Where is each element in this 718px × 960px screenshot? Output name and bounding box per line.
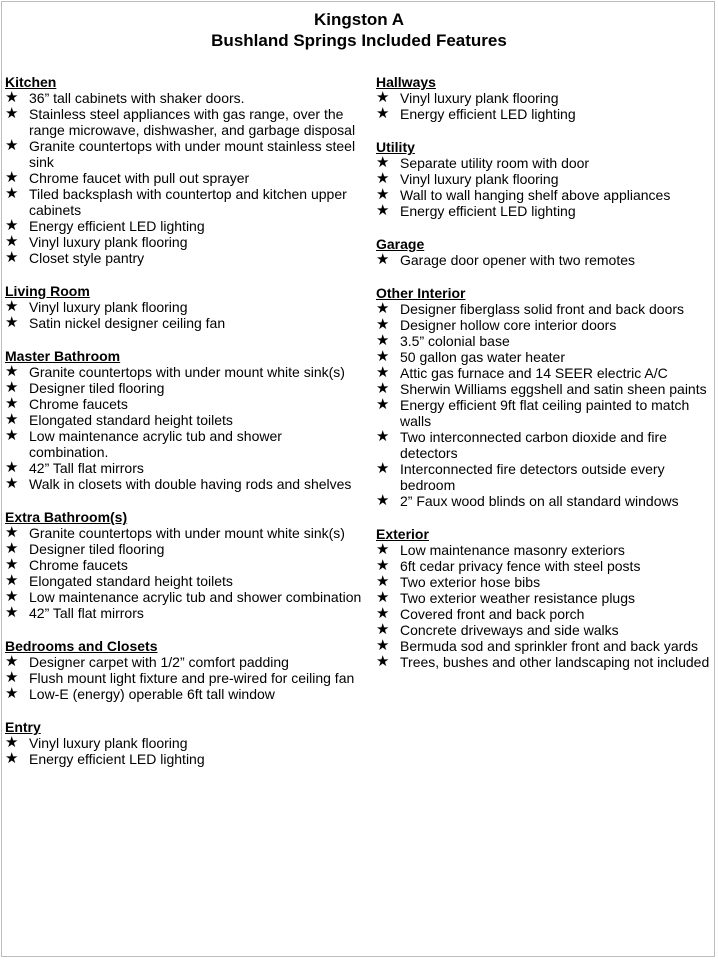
feature-text: Attic gas furnace and 14 SEER electric A/C <box>400 365 668 381</box>
star-bullet-icon: ★ <box>376 589 390 606</box>
feature-text: Trees, bushes and other landscaping not included <box>400 654 710 670</box>
feature-text: Chrome faucets <box>29 396 128 412</box>
feature-item <box>5 218 365 234</box>
star-bullet-icon: ★ <box>376 348 390 365</box>
star-bullet-icon: ★ <box>376 637 390 654</box>
feature-text: Granite countertops with under mount white sink(s) <box>29 364 345 380</box>
feature-text: Stainless steel appliances with gas range, over the range microwave, dishwasher, and garbage disposal <box>29 106 356 138</box>
star-bullet-icon: ★ <box>5 233 19 250</box>
feature-item <box>5 412 365 428</box>
feature-text: 3.5” colonial base <box>400 333 510 349</box>
star-bullet-icon: ★ <box>5 379 19 396</box>
feature-item <box>5 654 365 670</box>
feature-item <box>376 493 712 509</box>
star-bullet-icon: ★ <box>5 556 19 573</box>
star-bullet-icon: ★ <box>5 734 19 751</box>
star-bullet-icon: ★ <box>5 475 19 492</box>
star-bullet-icon: ★ <box>376 202 390 219</box>
title-line-2: Bushland Springs Included Features <box>211 31 507 50</box>
feature-item <box>5 138 365 170</box>
title-line-1: Kingston A <box>313 10 405 29</box>
feature-text: 42” Tall flat mirrors <box>29 460 144 476</box>
star-bullet-icon: ★ <box>376 621 390 638</box>
star-bullet-icon: ★ <box>5 298 19 315</box>
star-bullet-icon: ★ <box>376 364 390 381</box>
section-heading: Extra Bathroom(s) <box>5 509 128 525</box>
star-bullet-icon: ★ <box>376 428 390 445</box>
feature-text: Vinyl luxury plank flooring <box>400 90 559 106</box>
star-bullet-icon: ★ <box>5 89 19 106</box>
star-bullet-icon: ★ <box>5 669 19 686</box>
star-bullet-icon: ★ <box>376 251 390 268</box>
feature-item <box>5 605 365 621</box>
star-bullet-icon: ★ <box>5 459 19 476</box>
star-bullet-icon: ★ <box>5 217 19 234</box>
feature-text: Granite countertops with under mount stainless steel sink <box>29 138 356 170</box>
star-bullet-icon: ★ <box>376 460 390 477</box>
feature-text: Garage door opener with two remotes <box>400 252 636 268</box>
feature-text: Elongated standard height toilets <box>29 573 233 589</box>
section-heading: Hallways <box>376 74 436 90</box>
feature-item <box>5 557 365 573</box>
feature-item <box>376 461 712 493</box>
star-bullet-icon: ★ <box>5 540 19 557</box>
feature-item <box>376 90 712 106</box>
star-bullet-icon: ★ <box>5 169 19 186</box>
star-bullet-icon: ★ <box>5 524 19 541</box>
section-heading: Living Room <box>5 283 90 299</box>
star-bullet-icon: ★ <box>376 332 390 349</box>
feature-item <box>5 250 365 266</box>
page-title <box>0 9 718 51</box>
feature-item <box>376 349 712 365</box>
feature-text: 50 gallon gas water heater <box>400 349 565 365</box>
star-bullet-icon: ★ <box>5 314 19 331</box>
feature-item <box>5 90 365 106</box>
star-bullet-icon: ★ <box>376 541 390 558</box>
feature-text: Designer tiled flooring <box>29 541 165 557</box>
feature-item <box>376 333 712 349</box>
section-heading: Kitchen <box>5 74 57 90</box>
star-bullet-icon: ★ <box>5 395 19 412</box>
feature-text: Energy efficient 9ft flat ceiling painted to match walls <box>400 397 690 429</box>
feature-item <box>5 315 365 331</box>
section-heading: Master Bathroom <box>5 348 121 364</box>
feature-text: Concrete driveways and side walks <box>400 622 619 638</box>
feature-item <box>5 686 365 702</box>
feature-item <box>376 638 712 654</box>
star-bullet-icon: ★ <box>5 750 19 767</box>
star-bullet-icon: ★ <box>5 685 19 702</box>
star-bullet-icon: ★ <box>5 105 19 122</box>
feature-text: Walk in closets with double having rods and shelves <box>29 476 352 492</box>
feature-item <box>376 606 712 622</box>
feature-item <box>5 751 365 767</box>
feature-text: Covered front and back porch <box>400 606 585 622</box>
feature-text: Wall to wall hanging shelf above appliances <box>400 187 671 203</box>
feature-text: Chrome faucet with pull out sprayer <box>29 170 250 186</box>
feature-text: Designer tiled flooring <box>29 380 165 396</box>
star-bullet-icon: ★ <box>5 185 19 202</box>
star-bullet-icon: ★ <box>376 170 390 187</box>
feature-item <box>376 574 712 590</box>
section-hallways <box>376 74 712 122</box>
feature-text: Chrome faucets <box>29 557 128 573</box>
feature-text: 42” Tall flat mirrors <box>29 605 144 621</box>
feature-item <box>376 429 712 461</box>
feature-item <box>5 573 365 589</box>
section-heading: Entry <box>5 719 41 735</box>
feature-text: Energy efficient LED lighting <box>400 106 576 122</box>
star-bullet-icon: ★ <box>376 380 390 397</box>
feature-item <box>376 301 712 317</box>
star-bullet-icon: ★ <box>376 105 390 122</box>
feature-item <box>5 186 365 218</box>
feature-text: Two interconnected carbon dioxide and fire detectors <box>400 429 667 461</box>
feature-text: Two exterior weather resistance plugs <box>400 590 635 606</box>
section-heading: Bedrooms and Closets <box>5 638 158 654</box>
star-bullet-icon: ★ <box>376 492 390 509</box>
feature-text: Energy efficient LED lighting <box>400 203 576 219</box>
feature-item <box>5 541 365 557</box>
star-bullet-icon: ★ <box>5 427 19 444</box>
right-column <box>376 74 712 687</box>
feature-text: Energy efficient LED lighting <box>29 751 205 767</box>
feature-item <box>376 590 712 606</box>
feature-text: Vinyl luxury plank flooring <box>400 171 559 187</box>
feature-item <box>5 525 365 541</box>
star-bullet-icon: ★ <box>376 653 390 670</box>
feature-item <box>376 542 712 558</box>
feature-text: Tiled backsplash with countertop and kitchen upper cabinets <box>29 186 347 218</box>
feature-item <box>5 106 365 138</box>
star-bullet-icon: ★ <box>5 604 19 621</box>
section-entry <box>5 719 365 767</box>
feature-text: Two exterior hose bibs <box>400 574 541 590</box>
feature-item <box>376 317 712 333</box>
star-bullet-icon: ★ <box>5 137 19 154</box>
feature-item <box>5 670 365 686</box>
feature-item <box>5 364 365 380</box>
star-bullet-icon: ★ <box>5 411 19 428</box>
section-extra-bathroom-s <box>5 509 365 621</box>
feature-text: 6ft cedar privacy fence with steel posts <box>400 558 641 574</box>
feature-text: Closet style pantry <box>29 250 145 266</box>
feature-text: Low maintenance masonry exteriors <box>400 542 625 558</box>
star-bullet-icon: ★ <box>5 653 19 670</box>
section-heading: Other Interior <box>376 285 466 301</box>
feature-text: Interconnected fire detectors outside every bedroom <box>400 461 665 493</box>
feature-item <box>376 365 712 381</box>
feature-text: Elongated standard height toilets <box>29 412 233 428</box>
star-bullet-icon: ★ <box>376 316 390 333</box>
feature-item <box>5 396 365 412</box>
section-living-room <box>5 283 365 331</box>
feature-item <box>376 397 712 429</box>
feature-item <box>376 558 712 574</box>
feature-text: Designer carpet with 1/2” comfort padding <box>29 654 289 670</box>
feature-item <box>5 234 365 250</box>
section-other-interior <box>376 285 712 509</box>
feature-item <box>5 460 365 476</box>
feature-text: Granite countertops with under mount white sink(s) <box>29 525 345 541</box>
feature-item <box>376 155 712 171</box>
feature-item <box>5 299 365 315</box>
feature-text: Low maintenance acrylic tub and shower combination <box>29 589 362 605</box>
section-heading: Exterior <box>376 526 429 542</box>
section-heading: Utility <box>376 139 415 155</box>
section-master-bathroom <box>5 348 365 492</box>
left-column <box>5 74 365 784</box>
star-bullet-icon: ★ <box>376 605 390 622</box>
star-bullet-icon: ★ <box>5 572 19 589</box>
star-bullet-icon: ★ <box>376 573 390 590</box>
feature-item <box>376 187 712 203</box>
section-bedrooms-and-closets <box>5 638 365 702</box>
star-bullet-icon: ★ <box>5 363 19 380</box>
feature-text: Vinyl luxury plank flooring <box>29 299 188 315</box>
star-bullet-icon: ★ <box>376 186 390 203</box>
feature-item <box>376 381 712 397</box>
feature-text: Separate utility room with door <box>400 155 590 171</box>
feature-text: Vinyl luxury plank flooring <box>29 735 188 751</box>
section-garage <box>376 236 712 268</box>
feature-item <box>376 252 712 268</box>
feature-item <box>5 428 365 460</box>
feature-text: 36” tall cabinets with shaker doors. <box>29 90 245 106</box>
feature-text: Designer hollow core interior doors <box>400 317 617 333</box>
feature-item <box>376 622 712 638</box>
feature-text: Satin nickel designer ceiling fan <box>29 315 226 331</box>
section-kitchen <box>5 74 365 266</box>
feature-text: Sherwin Williams eggshell and satin sheen paints <box>400 381 707 397</box>
feature-item <box>5 589 365 605</box>
feature-item <box>376 203 712 219</box>
star-bullet-icon: ★ <box>376 300 390 317</box>
section-heading: Garage <box>376 236 425 252</box>
star-bullet-icon: ★ <box>376 89 390 106</box>
feature-text: Low-E (energy) operable 6ft tall window <box>29 686 275 702</box>
feature-text: Low maintenance acrylic tub and shower combination. <box>29 428 282 460</box>
feature-item <box>376 106 712 122</box>
feature-item <box>5 380 365 396</box>
section-utility <box>376 139 712 219</box>
feature-text: Designer fiberglass solid front and back doors <box>400 301 685 317</box>
feature-item <box>5 476 365 492</box>
feature-text: Energy efficient LED lighting <box>29 218 205 234</box>
feature-text: 2” Faux wood blinds on all standard windows <box>400 493 679 509</box>
feature-item <box>5 170 365 186</box>
star-bullet-icon: ★ <box>5 588 19 605</box>
feature-text: Vinyl luxury plank flooring <box>29 234 188 250</box>
star-bullet-icon: ★ <box>376 154 390 171</box>
star-bullet-icon: ★ <box>376 396 390 413</box>
feature-text: Flush mount light fixture and pre-wired for ceiling fan <box>29 670 355 686</box>
star-bullet-icon: ★ <box>376 557 390 574</box>
feature-item <box>376 171 712 187</box>
feature-text: Bermuda sod and sprinkler front and back yards <box>400 638 699 654</box>
feature-item <box>5 735 365 751</box>
feature-item <box>376 654 712 670</box>
section-exterior <box>376 526 712 670</box>
star-bullet-icon: ★ <box>5 249 19 266</box>
